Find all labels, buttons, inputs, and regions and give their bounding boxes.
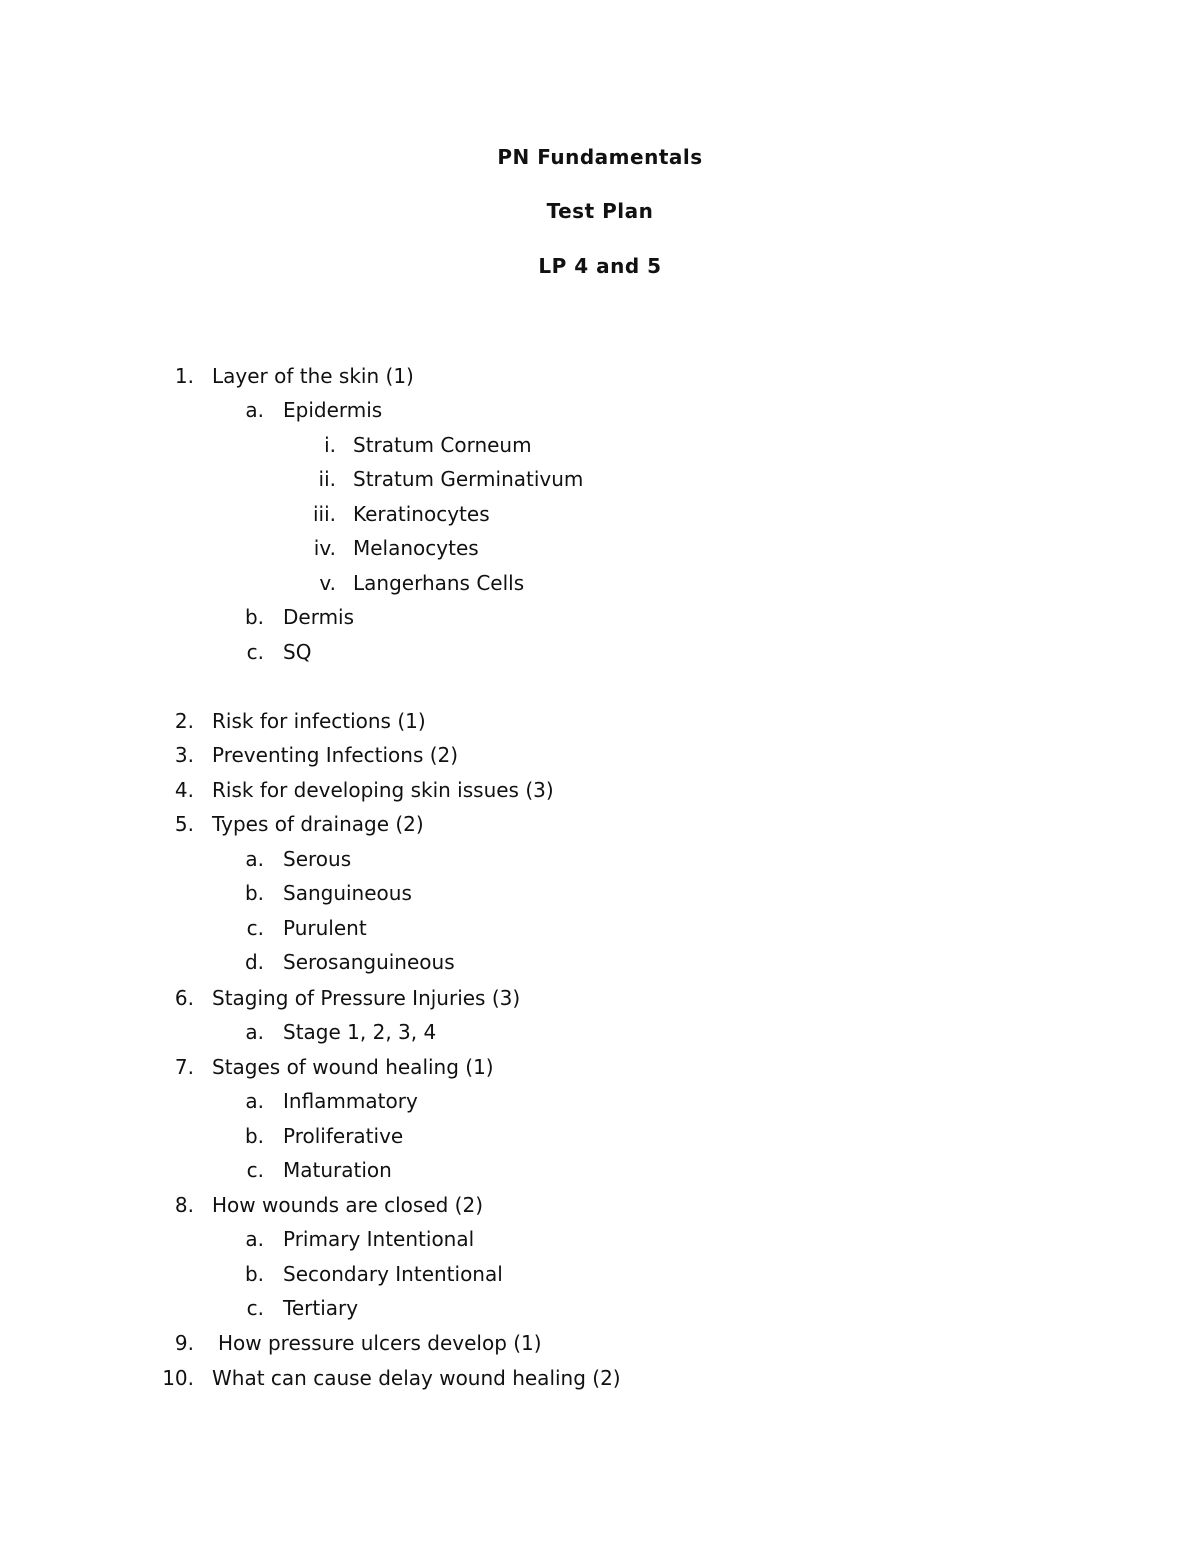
outline-item-marker: a.	[245, 1020, 264, 1044]
outline-item-text: Stratum Corneum	[353, 433, 532, 457]
outline-item-text: Preventing Infections (2)	[212, 743, 459, 767]
outline-item-marker: c.	[246, 916, 264, 940]
outline-item-text: Inflammatory	[283, 1089, 418, 1113]
outline-item-marker: v.	[319, 571, 336, 595]
document-subtitle: Test Plan	[546, 199, 654, 223]
outline-item-marker: ii.	[318, 467, 336, 491]
outline-item-text: Keratinocytes	[353, 502, 490, 526]
outline-item-marker: i.	[324, 433, 336, 457]
outline-item-marker: 10.	[162, 1366, 194, 1390]
outline-item-text: Staging of Pressure Injuries (3)	[212, 986, 521, 1010]
outline-item-text: Epidermis	[283, 398, 383, 422]
document-lesson-range: LP 4 and 5	[538, 254, 662, 278]
outline-item-marker: b.	[244, 605, 264, 629]
outline-item-text: Proliferative	[283, 1124, 404, 1148]
outline-item-marker: c.	[246, 1296, 264, 1320]
outline-item-text: How pressure ulcers develop (1)	[218, 1331, 542, 1355]
outline-item-text: Stages of wound healing (1)	[212, 1055, 494, 1079]
outline-item-marker: a.	[245, 1227, 264, 1251]
outline-item-text: Stage 1, 2, 3, 4	[283, 1020, 437, 1044]
outline-item-text: Serosanguineous	[283, 950, 455, 974]
outline-item-marker: 8.	[174, 1193, 194, 1217]
outline-item-marker: 7.	[174, 1055, 194, 1079]
outline-item-marker: b.	[244, 1124, 264, 1148]
outline-item-marker: 4.	[174, 778, 194, 802]
outline-item-text: Sanguineous	[283, 881, 412, 905]
outline-item-marker: 2.	[174, 709, 194, 733]
outline-item-text: Serous	[283, 847, 352, 871]
outline-item-marker: d.	[244, 950, 264, 974]
outline-item-marker: c.	[246, 640, 264, 664]
outline-item-text: SQ	[283, 640, 312, 664]
outline-item-marker: iv.	[313, 536, 336, 560]
outline-item-text: Secondary Intentional	[283, 1262, 503, 1286]
outline-item-text: Maturation	[283, 1158, 392, 1182]
outline-item-marker: 1.	[174, 364, 194, 388]
outline-item-marker: b.	[244, 881, 264, 905]
outline-item-text: Risk for developing skin issues (3)	[212, 778, 554, 802]
outline-item-text: Layer of the skin (1)	[212, 364, 414, 388]
outline-item-marker: 9.	[174, 1331, 194, 1355]
outline-item-text: Stratum Germinativum	[353, 467, 584, 491]
outline-item-text: Melanocytes	[353, 536, 479, 560]
outline-item-marker: 3.	[174, 743, 194, 767]
outline-item-text: Primary Intentional	[283, 1227, 475, 1251]
document-title: PN Fundamentals	[497, 145, 703, 169]
outline-item-marker: 5.	[174, 812, 194, 836]
outline-item-marker: a.	[245, 847, 264, 871]
outline-item-text: How wounds are closed (2)	[212, 1193, 484, 1217]
outline-item-text: Types of drainage (2)	[212, 812, 424, 836]
outline-item-marker: c.	[246, 1158, 264, 1182]
outline-item-text: Tertiary	[283, 1296, 359, 1320]
outline-item-text: What can cause delay wound healing (2)	[212, 1366, 621, 1390]
outline-item-marker: a.	[245, 1089, 264, 1113]
outline-item-text: Risk for infections (1)	[212, 709, 426, 733]
outline-item-marker: b.	[244, 1262, 264, 1286]
outline-item-marker: iii.	[312, 502, 336, 526]
outline-item-marker: 6.	[174, 986, 194, 1010]
outline-item-text: Purulent	[283, 916, 367, 940]
outline-item-text: Langerhans Cells	[353, 571, 525, 595]
outline-item-marker: a.	[245, 398, 264, 422]
outline-item-text: Dermis	[283, 605, 355, 629]
